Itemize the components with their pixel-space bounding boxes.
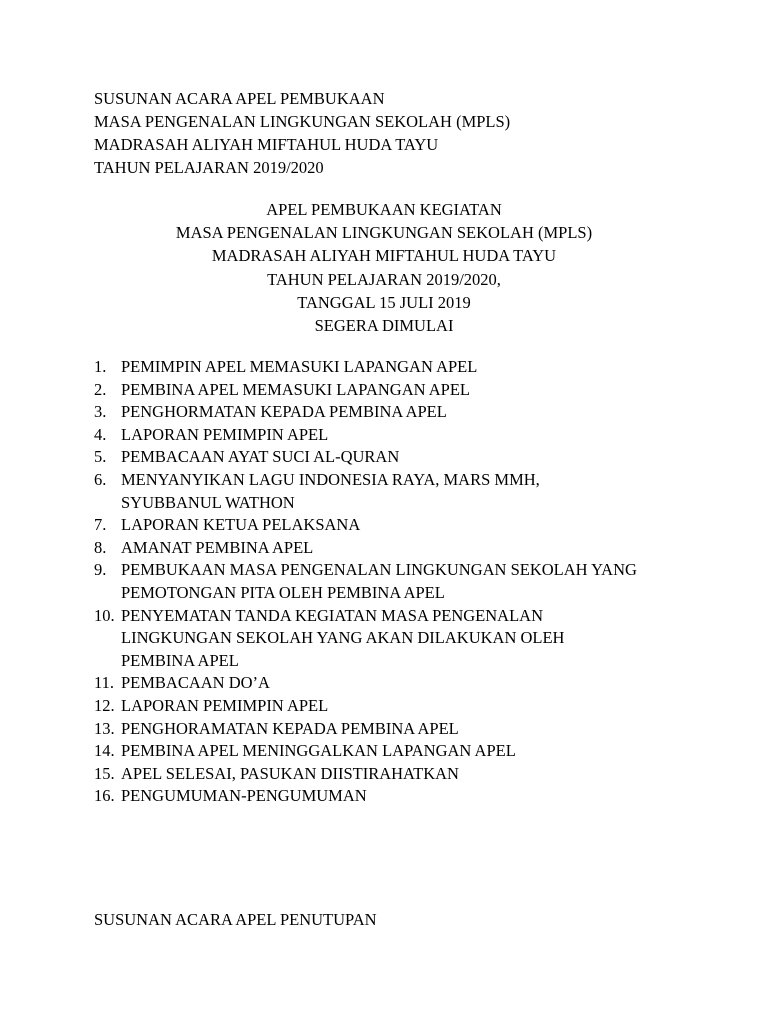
agenda-item [94, 559, 661, 604]
agenda-item [94, 379, 661, 402]
agenda-item [94, 605, 633, 673]
agenda-item-text: PEMBACAAN DO’A [121, 673, 270, 693]
announcement-line: TANGGAL 15 JULI 2019 [297, 292, 471, 312]
agenda-item [94, 695, 661, 718]
agenda-item-number: 13. [94, 718, 115, 738]
agenda-item [94, 537, 661, 560]
agenda-item-number: 10. [94, 605, 115, 625]
agenda-item [94, 424, 661, 447]
header-line: MASA PENGENALAN LINGKUNGAN SEKOLAH (MPLS) [94, 112, 511, 131]
announcement-block [94, 198, 674, 337]
agenda-item-text: PEMBINA APEL MEMASUKI LAPANGAN APEL [121, 379, 470, 399]
agenda-item [94, 446, 661, 469]
agenda-item [94, 469, 601, 514]
agenda-item-text: PEMBUKAAN MASA PENGENALAN LINGKUNGAN SEKOLAH YANG PEMOTONGAN PITA OLEH PEMBINA APEL [121, 560, 637, 602]
announcement-line: SEGERA DIMULAI [314, 316, 454, 336]
header-line: SUSUNAN ACARA APEL PEMBUKAAN [94, 89, 385, 108]
agenda-item-text: PENYEMATAN TANDA KEGIATAN MASA PENGENALAN LINGKUNGAN SEKOLAH YANG AKAN DILAKUKAN OLEH PEMBINA APEL [121, 605, 565, 670]
agenda-item-number: 1. [94, 357, 107, 376]
agenda-item-number: 6. [94, 469, 107, 489]
header-line: TAHUN PELAJARAN 2019/2020 [94, 158, 324, 177]
agenda-item-text: PEMBINA APEL MENINGGALKAN LAPANGAN APEL [121, 741, 516, 761]
agenda-item [94, 785, 661, 808]
agenda-item-number: 11. [94, 673, 115, 693]
agenda-item [94, 672, 661, 695]
agenda-item-text: LAPORAN PEMIMPIN APEL [121, 695, 329, 715]
agenda-item-number: 5. [94, 447, 107, 467]
agenda-item-text: LAPORAN PEMIMPIN APEL [121, 424, 329, 444]
agenda-item-number: 16. [94, 786, 115, 806]
agenda-item [94, 401, 661, 424]
closing-title: SUSUNAN ACARA APEL PENUTUPAN [94, 910, 377, 929]
announcement-line: MASA PENGENALAN LINGKUNGAN SEKOLAH (MPLS) [175, 223, 593, 243]
agenda-item [94, 763, 661, 786]
agenda-item-text: PENGHORAMATAN KEPADA PEMBINA APEL [121, 718, 459, 738]
agenda-item-number: 4. [94, 424, 107, 444]
agenda-item-text: MENYANYIKAN LAGU INDONESIA RAYA, MARS MMH, SYUBBANUL WATHON [121, 469, 540, 512]
agenda-item-number: 15. [94, 763, 115, 783]
agenda-item-text: PENGUMUMAN-PENGUMUMAN [121, 786, 367, 806]
agenda-item-number: 14. [94, 741, 115, 761]
agenda-item-number: 9. [94, 560, 107, 580]
header-line: MADRASAH ALIYAH MIFTAHUL HUDA TAYU [94, 135, 439, 154]
agenda-item-number: 7. [94, 515, 107, 535]
agenda-item [94, 514, 661, 537]
document-header [94, 87, 510, 179]
agenda-item [94, 740, 661, 763]
agenda-item-number: 2. [94, 379, 107, 399]
announcement-line: MADRASAH ALIYAH MIFTAHUL HUDA TAYU [211, 246, 557, 266]
agenda-item-text: PENGHORMATAN KEPADA PEMBINA APEL [121, 402, 447, 422]
agenda-item-number: 3. [94, 402, 107, 422]
announcement-line: TAHUN PELAJARAN 2019/2020, [267, 269, 501, 289]
agenda-item-text: AMANAT PEMBINA APEL [121, 537, 314, 557]
agenda-item-text: PEMBACAAN AYAT SUCI AL-QURAN [121, 447, 400, 467]
agenda-item [94, 356, 661, 379]
agenda-item-text: LAPORAN KETUA PELAKSANA [121, 515, 361, 535]
agenda-item [94, 718, 661, 741]
closing-section-title [94, 908, 377, 931]
agenda-item-number: 12. [94, 695, 115, 715]
agenda-item-text: PEMIMPIN APEL MEMASUKI LAPANGAN APEL [121, 357, 478, 376]
agenda-list [94, 356, 661, 808]
agenda-item-number: 8. [94, 537, 107, 557]
announcement-line: APEL PEMBUKAAN KEGIATAN [266, 200, 502, 219]
agenda-item-text: APEL SELESAI, PASUKAN DIISTIRAHATKAN [121, 763, 459, 783]
